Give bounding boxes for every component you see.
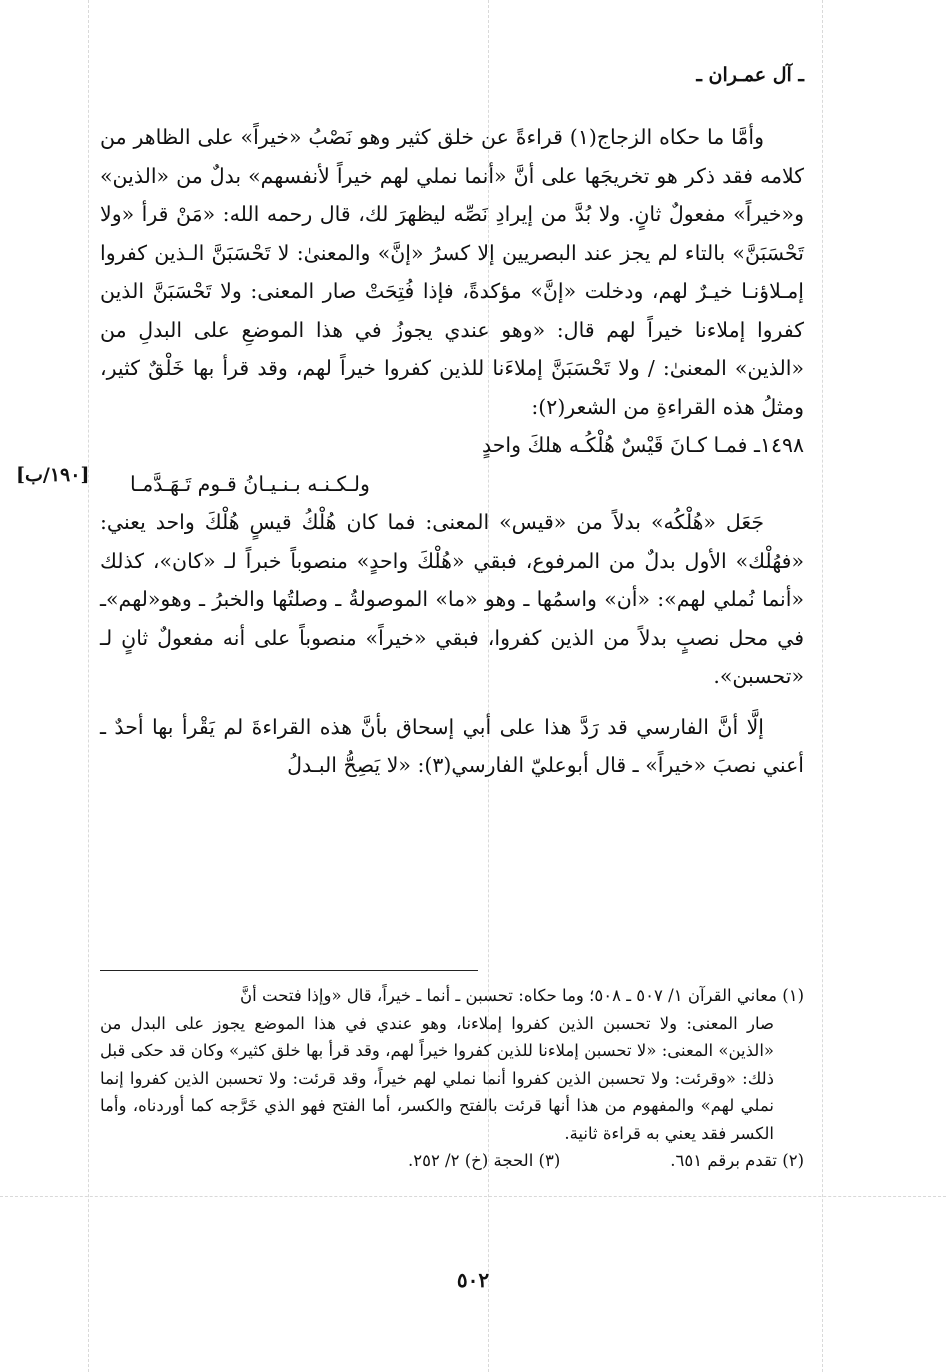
footnotes-2-3 <box>100 1147 804 1175</box>
main-text <box>16 118 804 785</box>
footnotes <box>100 982 804 1175</box>
verse-block <box>100 426 804 503</box>
verse-line-2: ولـكـنـه بـنـيـانُ قـوم تَـهَـدَّمـا <box>130 471 370 496</box>
footnote-separator <box>100 970 478 971</box>
paragraph-2: جَعَل «هُلْكُه» بدلاً من «قيس» المعنى: فما كان هُلْكُ قيسٍ هُلْكَ واحد يعني: «فهُلْك» الأول بدلٌ من المرفوع، فبقي «هُلْكَ واحدٍ» منصوباً خبراً لـ «كان»، كذلك «أنما نُملي لهم»: «أن» واسمُها ـ وهو «ما» الموصولةُ ـ وصلتُها والخبرُ ـ وهو«لهم»ـ في محل نصبٍ بدلاً من الذين كفروا، فبقي «خيراً» منصوباً على أنه مفعولٌ ثانٍ لـ «تحسبن». <box>100 510 804 688</box>
running-header: ـ آل عمـران ـ <box>696 64 804 86</box>
paragraph-1: وأمَّا ما حكاه الزجاج(١) قراءةً عن خلق كثير وهو نَصْبُ «خيراً» على الظاهر من كلامه فقد ذكر هو تخريجَها على أنَّ «أنما نملي لهم خيراً لأنفسهم» بدلٌ من «الذين» و«خيراً» مفعولٌ ثانٍ. ولا بُدَّ من إيرادِ نَصِّه ليظهرَ لك، قال رحمه الله: «مَنْ قرأ «ولا تَحْسَبَنَّ» بالتاء لم يجز عند البصريين إلا كسرُ «إنَّ» والمعنىٰ: لا تَحْسَبَنَّ الـذين كفروا إمـلاؤنـا خيـرٌ لهم، ودخلت «إنَّ» مؤكدةً، فإذا فُتِحَتْ صار المعنى: ولا تَحْسَبَنَّ الذين كفروا إملاءنا خيراً لهم قال: «وهو عندي يجوزُ في هذا الموضعِ على البدلِ من «الذين» المعنىٰ: / ولا تَحْسَبَنَّ إملاءَنا للذين كفروا خيراً لهم، وقد قرأ بها خَلْقٌ كثير، ومثلُ هذه القراءةِ من الشعر(٢): <box>100 125 804 419</box>
footnote-1-continued: صار المعنى: ولا تحسبن الذين كفروا إملاءنا، وهو عندي في هذا الموضع يجوز على البدل من «الذين» المعنى: «لا تحسبن إملاءنا للذين كفروا خيراً لهم، وقد قرأ بها خلق كثير» وكان قد حكى قبل ذلك: «وقرئت: ولا تحسبن الذين كفروا أنما نملي لهم خيراً، وقد قرئت: ولا تحسبن الذين كفروا إنما نملي لهم» والمفهوم من هذا أنها قرئت بالفتح والكسر، أما الفتح فهو الذي خَرَّجه كما أوردناه، وأما الكسر فقد يعني به قراءة ثانية. <box>100 1013 774 1143</box>
manuscript-folio-ref: [١٩٠/ب] <box>16 464 90 486</box>
verse-line-1: ١٤٩٨ـ فمـا كـانَ قَيْسٌ هُلْكُـه هلكَ واحدٍ <box>481 433 804 457</box>
footnote-2: (٢) تقدم برقم ٦٥١. <box>670 1151 804 1170</box>
guide-line <box>88 0 89 1372</box>
footnote-1: (١) معاني القرآن ١/ ٥٠٧ ـ ٥٠٨؛ وما حكاه: تحسبن ـ أنما ـ خيراً، قال «وإذا فتحت أنَّ <box>240 986 804 1005</box>
footnote-3: (٣) الحجة (خ) ٢/ ٢٥٢. <box>407 1151 561 1170</box>
page-number: ٥٠٢ <box>456 1268 490 1292</box>
paragraph-3: إلَّا أنَّ الفارسي قد رَدَّ هذا على أبي إسحاق بأنَّ هذه القراءةَ لم يَقْرأ بها أحدٌ ـ أعني نصبَ «خيراً» ـ قال أبوعليّ الفارسي(٣): «لا يَصِحُّ البـدلُ <box>100 714 804 777</box>
guide-line <box>822 0 823 1372</box>
